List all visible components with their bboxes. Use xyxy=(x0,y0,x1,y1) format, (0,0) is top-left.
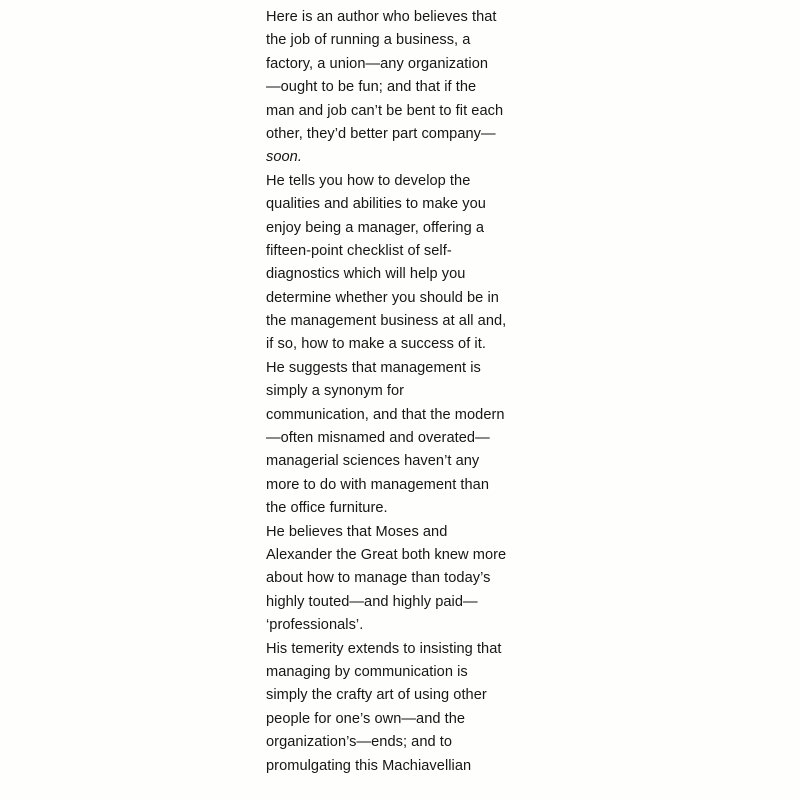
text-line: He suggests that management is xyxy=(266,359,481,376)
paragraph-qualities xyxy=(266,170,566,357)
paragraph-communication xyxy=(266,357,566,521)
text-line: the management business at all and, xyxy=(266,313,507,330)
text-line: fifteen-point checklist of self- xyxy=(266,242,452,259)
text-line: factory, a union—any organization xyxy=(266,55,489,72)
text-line: about how to manage than today’s xyxy=(266,570,491,587)
jacket-text-column xyxy=(266,6,566,778)
text-line: people for one’s own—and the xyxy=(266,710,466,727)
text-line: other, they’d better part company— xyxy=(266,125,496,142)
text-line: enjoy being a manager, offering a xyxy=(266,219,485,236)
text-line: ‘professionals’. xyxy=(266,617,364,634)
text-line: communication, and that the modern xyxy=(266,406,505,423)
text-line: determine whether you should be in xyxy=(266,289,499,306)
text-line: diagnostics which will help you xyxy=(266,266,466,283)
text-line: organization’s—ends; and to xyxy=(266,734,453,751)
text-line: Alexander the Great both knew more xyxy=(266,546,507,563)
text-line: more to do with management than xyxy=(266,476,490,493)
text-line: simply the crafty art of using other xyxy=(266,687,487,704)
text-line: He believes that Moses and xyxy=(266,523,448,540)
paragraph-temerity xyxy=(266,638,566,778)
paragraph-author-belief xyxy=(266,6,566,170)
text-line: Here is an author who believes that xyxy=(266,9,497,25)
text-line: —ought to be fun; and that if the xyxy=(266,79,477,96)
text-line: —often misnamed and overated— xyxy=(266,430,490,447)
text-line: simply a synonym for xyxy=(266,383,405,400)
text-line: His temerity extends to insisting that xyxy=(266,640,502,657)
text-line: man and job can’t be bent to fit each xyxy=(266,102,504,119)
text-line: promulgating this Machiavellian xyxy=(266,757,472,774)
paragraph-moses-alexander xyxy=(266,521,566,638)
text-line: highly touted—and highly paid— xyxy=(266,593,478,610)
text-line: qualities and abilities to make you xyxy=(266,196,486,213)
text-line: managerial sciences haven’t any xyxy=(266,453,480,470)
text-line-soon: soon. xyxy=(266,149,302,166)
text-line: the office furniture. xyxy=(266,500,388,517)
text-line: if so, how to make a success of it. xyxy=(266,336,486,353)
text-line: the job of running a business, a xyxy=(266,32,471,49)
text-line: He tells you how to develop the xyxy=(266,172,471,189)
text-line: managing by communication is xyxy=(266,663,468,680)
